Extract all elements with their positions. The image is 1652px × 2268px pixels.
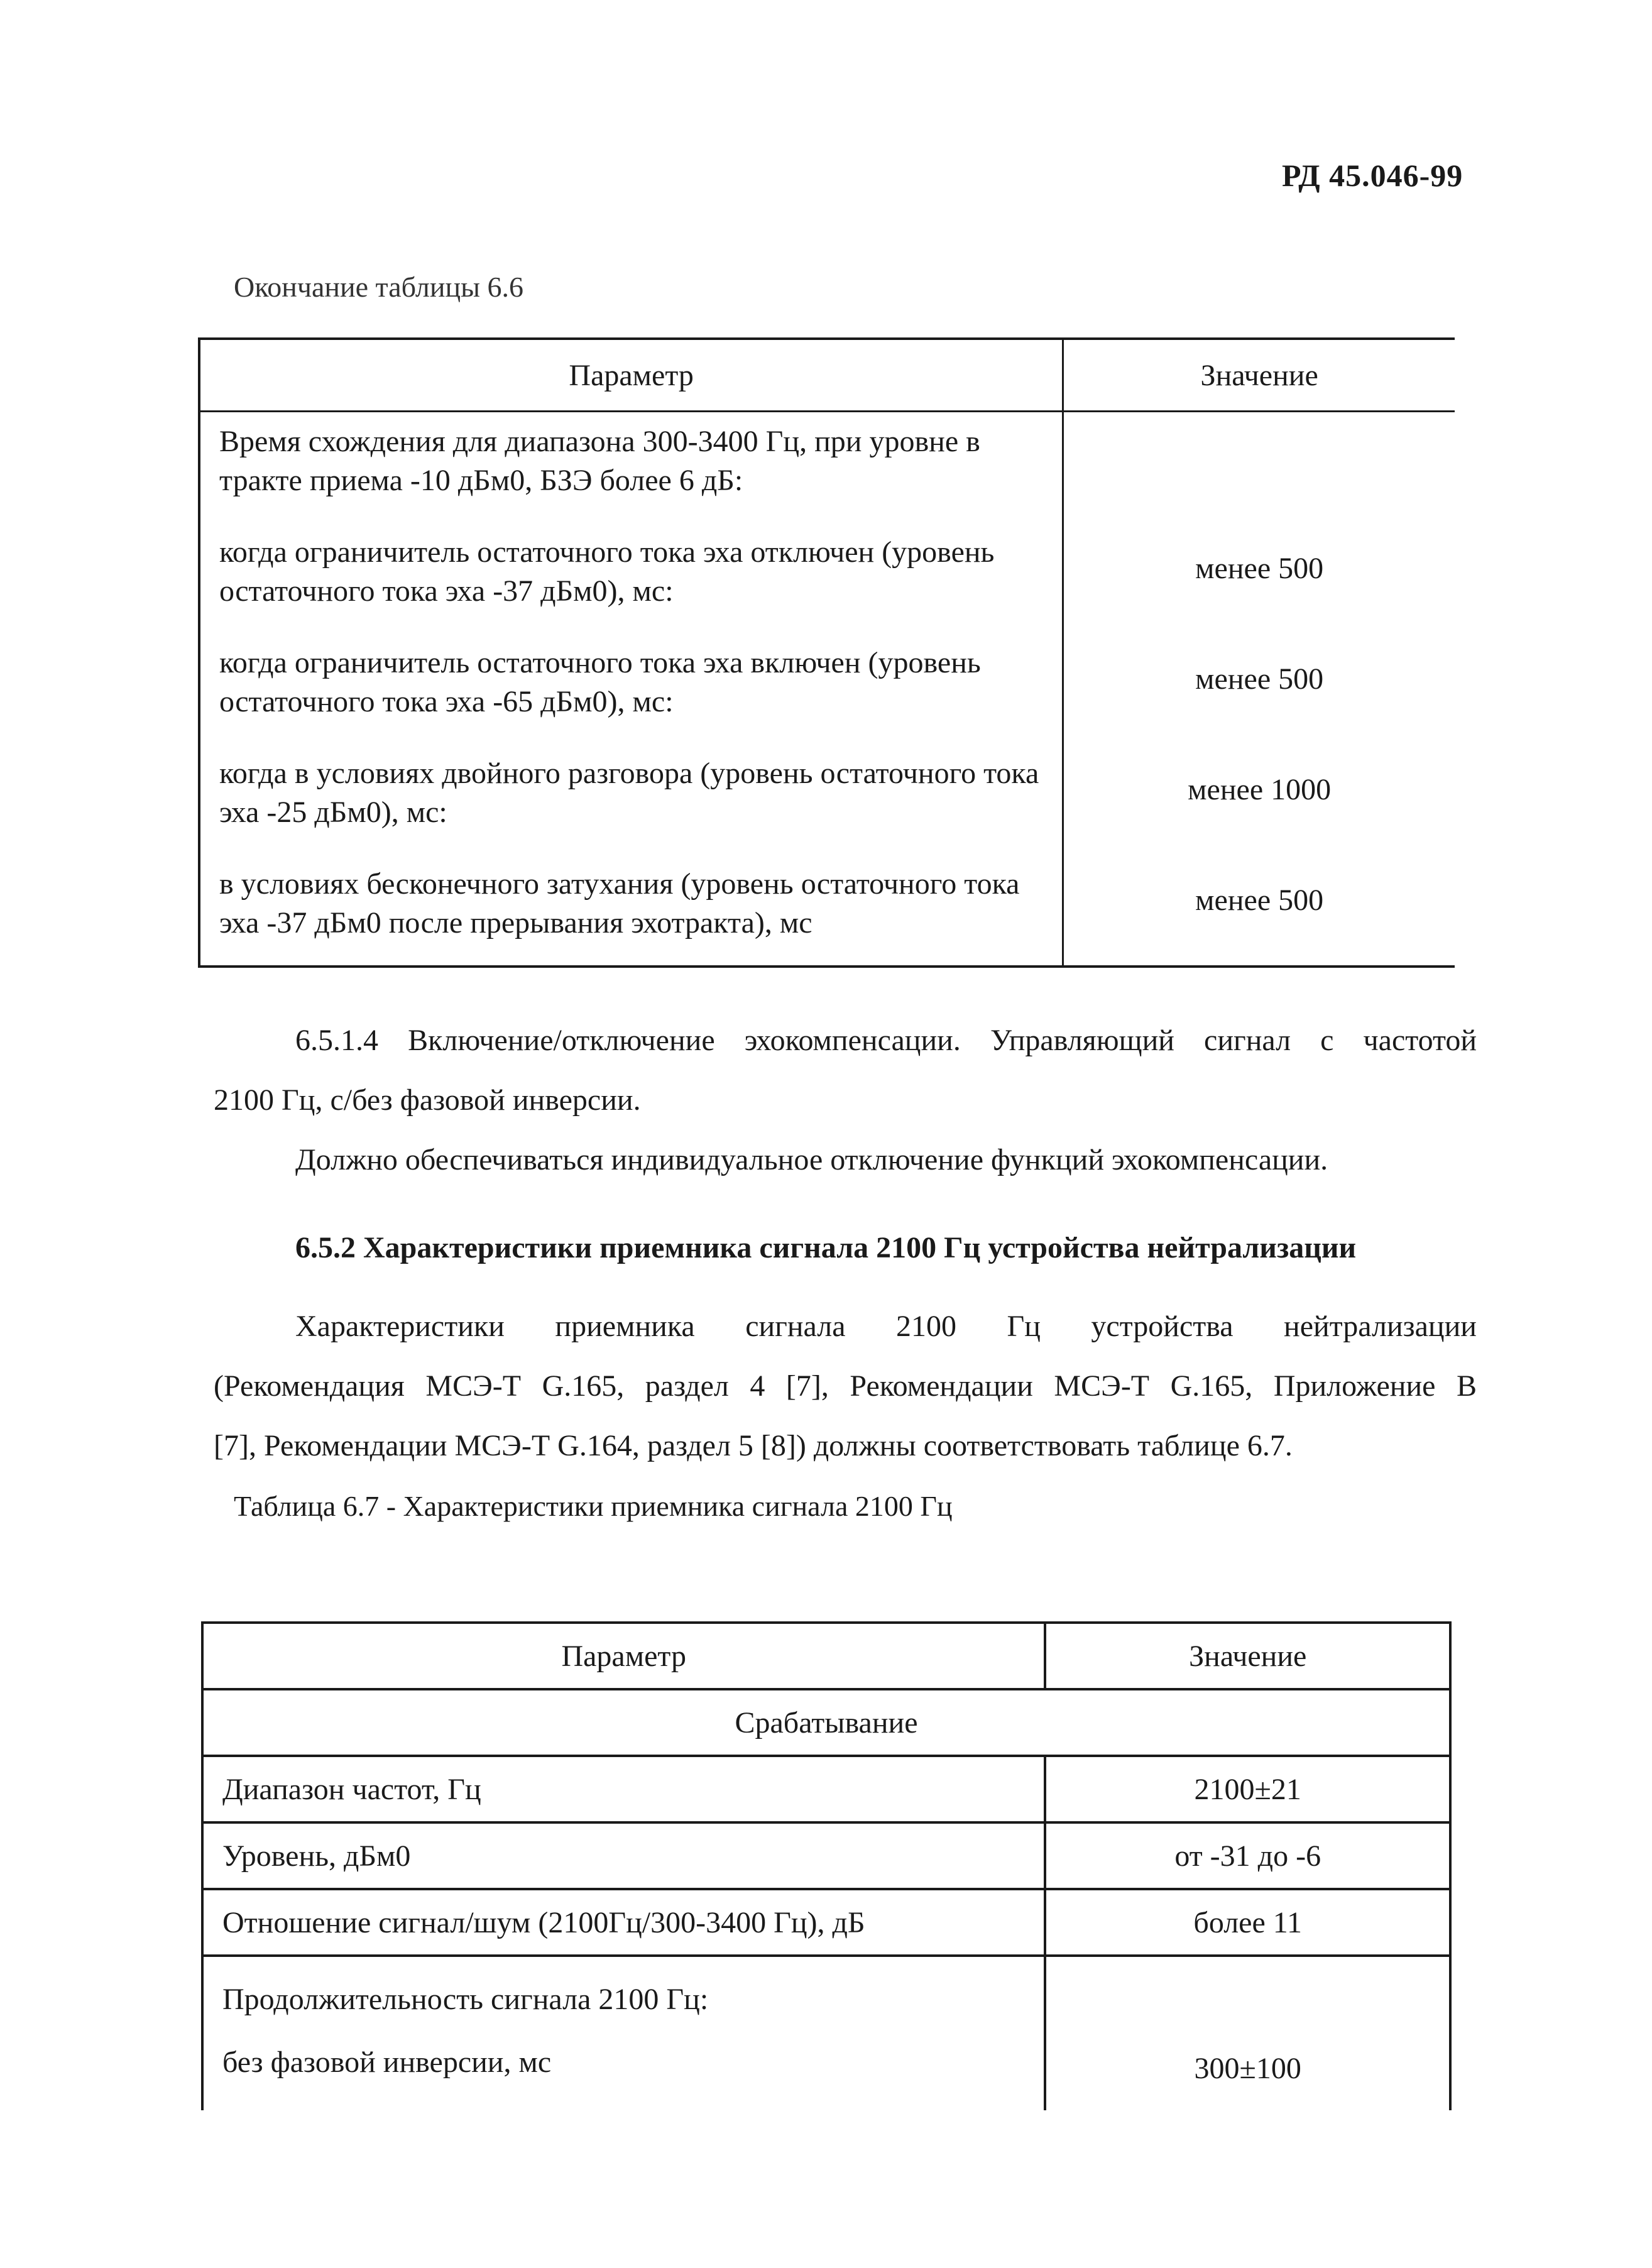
table-6-7-value: от -31 до -6 (1045, 1822, 1450, 1889)
table-6-7-param: Отношение сигнал/шум (2100Гц/300-3400 Гц), дБ (202, 1889, 1045, 1956)
table-header-row (202, 1623, 1450, 1689)
section-6514-line-3: Должно обеспечиваться индивидуальное отключение функций эхокомпенсации. (295, 1143, 1328, 1176)
table-6-7-param (202, 1956, 1045, 2110)
table-row (202, 1822, 1450, 1889)
section-6514-line-2: 2100 Гц, с/без фазовой инверсии. (214, 1083, 641, 1117)
section-652-line-1: Характеристики приемника сигнала 2100 Гц устройства нейтрализации (295, 1310, 1477, 1343)
table-row (199, 633, 1455, 744)
table-6-6-value: менее 500 (1195, 884, 1324, 917)
table-6-7-group: Срабатывание (202, 1689, 1450, 1756)
table-row (202, 1756, 1450, 1822)
document-code: РД 45.046-99 (1282, 158, 1463, 193)
table-6-6-value: менее 1000 (1188, 773, 1332, 806)
table-row (199, 523, 1455, 633)
table-6-7-param: Диапазон частот, Гц (202, 1756, 1045, 1822)
table-6-6-header-param: Параметр (199, 339, 1063, 412)
table-6-7-value: более 11 (1045, 1889, 1450, 1956)
section-6514-line-1: 6.5.1.4 Включение/отключение эхокомпенсации. Управляющий сигнал с частотой (295, 1024, 1477, 1057)
table-row (202, 1956, 1450, 2110)
table-6-7-header-param: Параметр (202, 1623, 1045, 1689)
table-6-7-value: 300±100 (1045, 1956, 1450, 2110)
table-6-7-param: Уровень, дБм0 (202, 1822, 1045, 1889)
table-6-6-value: менее 500 (1195, 662, 1324, 696)
table-group-row (202, 1689, 1450, 1756)
table-6-7-param-line-1: Продолжительность сигнала 2100 Гц: (222, 1983, 709, 2016)
table-6-6-header-value: Значение (1063, 339, 1455, 412)
table-6-6-value (1063, 412, 1455, 523)
section-652-heading: 6.5.2 Характеристики приемника сигнала 2100 Гц устройства нейтрализации (295, 1231, 1357, 1264)
table-6-6-value: менее 500 (1195, 552, 1324, 585)
table-6-6-param: когда ограничитель остаточного тока эха включен (уровень остаточного тока эха -65 дБм0), мс: (199, 633, 1063, 744)
table-6-7 (201, 1621, 1452, 2110)
table-6-6-param: когда ограничитель остаточного тока эха отключен (уровень остаточного тока эха -37 дБм0), мс: (199, 523, 1063, 633)
table-6-6-param: Время схождения для диапазона 300-3400 Гц, при уровне в тракте приема -10 дБм0, БЗЭ более 6 дБ: (199, 412, 1063, 523)
table-6-6-param: когда в условиях двойного разговора (уровень остаточного тока эха -25 дБм0), мс: (199, 744, 1063, 855)
table-6-7-caption: Таблица 6.7 - Характеристики приемника сигнала 2100 Гц (234, 1490, 953, 1522)
table-6-6-caption: Окончание таблицы 6.6 (234, 271, 523, 303)
table-row (199, 744, 1455, 855)
table-row (199, 412, 1455, 523)
section-652-line-2: (Рекомендация МСЭ-Т G.165, раздел 4 [7], Рекомендации МСЭ-Т G.165, Приложение В (214, 1369, 1477, 1403)
table-6-7-value: 2100±21 (1045, 1756, 1450, 1822)
table-6-7-header-value: Значение (1045, 1623, 1450, 1689)
table-row (199, 855, 1455, 967)
table-6-6 (198, 337, 1455, 968)
table-6-6-param: в условиях бесконечного затухания (уровень остаточного тока эха -37 дБм0 после прерывания эхотракта), мс (199, 855, 1063, 967)
table-6-7-param-line-2: без фазовой инверсии, мс (222, 2046, 552, 2079)
section-652-line-3: [7], Рекомендации МСЭ-Т G.164, раздел 5 [8]) должны соответствовать таблице 6.7. (214, 1429, 1293, 1462)
table-row (202, 1889, 1450, 1956)
